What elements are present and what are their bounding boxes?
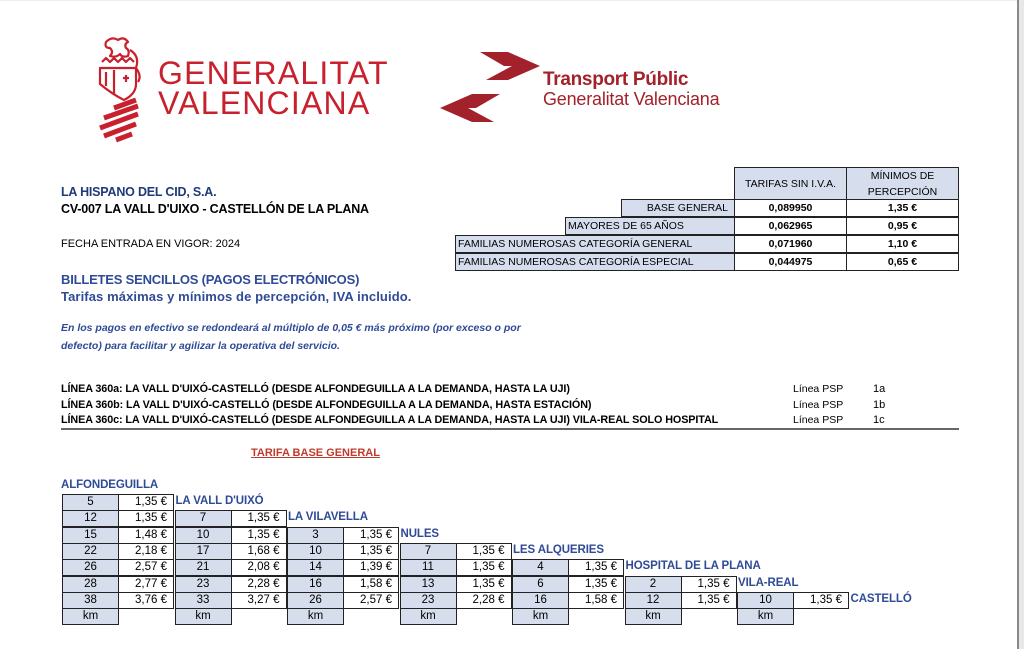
logo-line-2: VALENCIANA [158,85,371,121]
stop-label: VILA-REAL [738,576,799,589]
line-code: 1b [873,399,886,411]
fare-price-cell: 2,28 € [456,592,512,609]
fare-km-cell: 21 [175,559,232,576]
fare-km-cell: 13 [400,576,457,593]
line-name: LÍNEA 360c: LA VALL D'UIXÓ-CASTELLÓ (DESDE ALFONDEGUILLA A LA DEMANDA, HASTA LA UJI) VILA-REAL SOLO HOSPITAL [61,414,719,426]
fare-km-cell: 16 [287,576,344,593]
fare-km-cell: 7 [400,543,457,560]
fare-km-cell: 12 [625,592,682,609]
fare-km-cell: 2 [625,576,682,593]
fare-price-cell: 1,35 € [231,510,287,527]
fare-price-cell: 2,57 € [343,592,399,609]
fare-price-cell: 1,35 € [343,543,399,560]
fare-price-cell: 1,35 € [456,543,512,560]
line-type: Línea PSP [793,383,844,395]
stop-label: LES ALQUERIES [513,543,604,556]
fare-km-cell: 22 [62,543,119,560]
rates-header-minimos: MÍNIMOS DE PERCEPCIÓN [846,167,959,200]
page-right-edge [1017,0,1024,649]
company-name: LA HISPANO DEL CID, S.A. [61,185,217,199]
fare-km-cell: 26 [287,592,344,609]
stop-label: CASTELLÓ [850,592,912,605]
section-title: BILLETES SENCILLOS (PAGOS ELECTRÓNICOS) [61,272,360,287]
fare-price-cell: 1,35 € [456,559,512,576]
fare-price-cell: 1,39 € [343,559,399,576]
page-top-border [0,0,1017,1]
rates-value: 0,062965 [734,217,847,235]
fare-km-cell: 16 [512,592,569,609]
stop-label: LA VILAVELLA [288,511,368,524]
rates-minimum: 0,95 € [846,217,959,235]
rates-minimum: 1,35 € [846,199,959,217]
km-unit-label: km [287,608,344,625]
rates-value: 0,071960 [734,235,847,253]
generalitat-logo-text [158,55,389,121]
fare-price-cell: 1,35 € [568,576,624,593]
fare-km-cell: 7 [175,510,232,527]
km-unit-label: km [175,608,232,625]
stop-label: HOSPITAL DE LA PLANA [625,560,761,573]
fare-km-cell: 14 [287,559,344,576]
coat-of-arms-icon [92,36,152,144]
fare-km-cell: 33 [175,592,232,609]
route-title: CV-007 LA VALL D'UIXO - CASTELLÓN DE LA PLANA [61,202,369,216]
double-chevron-arrows-icon [440,52,540,122]
rates-label: BASE GENERAL [621,199,735,217]
fare-price-cell: 1,48 € [118,527,174,544]
fare-km-cell: 38 [62,592,119,609]
stop-label: ALFONDEGUILLA [61,479,159,491]
fare-km-cell: 15 [62,527,119,544]
fare-price-cell: 1,35 € [118,510,174,527]
fare-table-title: TARIFA BASE GENERAL [251,447,380,459]
fare-price-cell: 2,18 € [118,543,174,560]
fare-km-cell: 12 [62,510,119,527]
cash-rounding-note: En los pagos en efectivo se redondeará al múltiplo de 0,05 € más próximo (por exceso o por defecto) para facilitar y agilizar la operativa del servicio. [61,322,521,352]
fare-km-cell: 10 [737,592,794,609]
km-unit-label: km [400,608,457,625]
fare-price-cell: 3,76 € [118,592,174,609]
fare-price-cell: 1,35 € [118,494,174,511]
fare-km-cell: 5 [62,494,119,511]
fare-price-cell: 1,68 € [231,543,287,560]
km-unit-label: km [737,608,794,625]
lines-divider [61,428,959,430]
fare-price-cell: 2,08 € [231,559,287,576]
km-unit-label: km [625,608,682,625]
fare-price-cell: 1,35 € [793,592,849,609]
fare-km-cell: 4 [512,559,569,576]
fare-km-cell: 10 [287,543,344,560]
rates-minimum: 1,10 € [846,235,959,253]
rates-value: 0,089950 [734,199,847,217]
effective-date: FECHA ENTRADA EN VIGOR: 2024 [61,238,241,250]
fare-price-cell: 2,77 € [118,576,174,593]
line-type: Línea PSP [793,399,844,411]
fare-km-cell: 23 [400,592,457,609]
transport-logo-subtitle: Generalitat Valenciana [543,89,720,109]
fare-km-cell: 3 [287,527,344,544]
fare-km-cell: 28 [62,576,119,593]
rates-label: MAYORES DE 65 AÑOS [565,217,735,235]
rates-label: FAMILIAS NUMEROSAS CATEGORÍA GENERAL [455,235,735,253]
line-name: LÍNEA 360a: LA VALL D'UIXÓ-CASTELLÓ (DESDE ALFONDEGUILLA A LA DEMANDA, HASTA LA UJI) [61,383,570,395]
fare-price-cell: 1,35 € [456,576,512,593]
stop-label: LA VALL D'UIXÓ [175,495,264,507]
fare-price-cell: 1,35 € [231,527,287,544]
line-code: 1c [873,414,885,426]
logo-line-1: GENERALITAT [158,55,389,91]
line-name: LÍNEA 360b: LA VALL D'UIXÓ-CASTELLÓ (DESDE ALFONDEGUILLA A LA DEMANDA, HASTA ESTACIÓN) [61,399,592,411]
fare-km-cell: 23 [175,576,232,593]
fare-price-cell: 1,35 € [343,527,399,544]
fare-price-cell: 1,35 € [681,592,737,609]
fare-price-cell: 1,35 € [681,576,737,593]
fare-price-cell: 3,27 € [231,592,287,609]
rates-label: FAMILIAS NUMEROSAS CATEGORÍA ESPECIAL [455,253,735,271]
rates-value: 0,044975 [734,253,847,271]
km-unit-label: km [512,608,569,625]
fare-price-cell: 1,58 € [568,592,624,609]
transport-logo-title: Transport Públic [543,69,689,90]
rates-minimum: 0,65 € [846,253,959,271]
line-code: 1a [873,383,886,395]
fare-km-cell: 10 [175,527,232,544]
km-unit-label: km [62,608,119,625]
fare-price-cell: 2,57 € [118,559,174,576]
fare-km-cell: 17 [175,543,232,560]
fare-price-cell: 2,28 € [231,576,287,593]
line-type: Línea PSP [793,414,844,426]
fare-price-cell: 1,35 € [568,559,624,576]
rates-header-tarifas: TARIFAS SIN I.V.A. [734,167,847,200]
fare-km-cell: 6 [512,576,569,593]
fare-km-cell: 26 [62,559,119,576]
stop-label: NULES [400,527,439,540]
fare-km-cell: 11 [400,559,457,576]
fare-price-cell: 1,58 € [343,576,399,593]
section-subtitle: Tarifas máximas y mínimos de percepción, IVA incluido. [61,289,412,304]
